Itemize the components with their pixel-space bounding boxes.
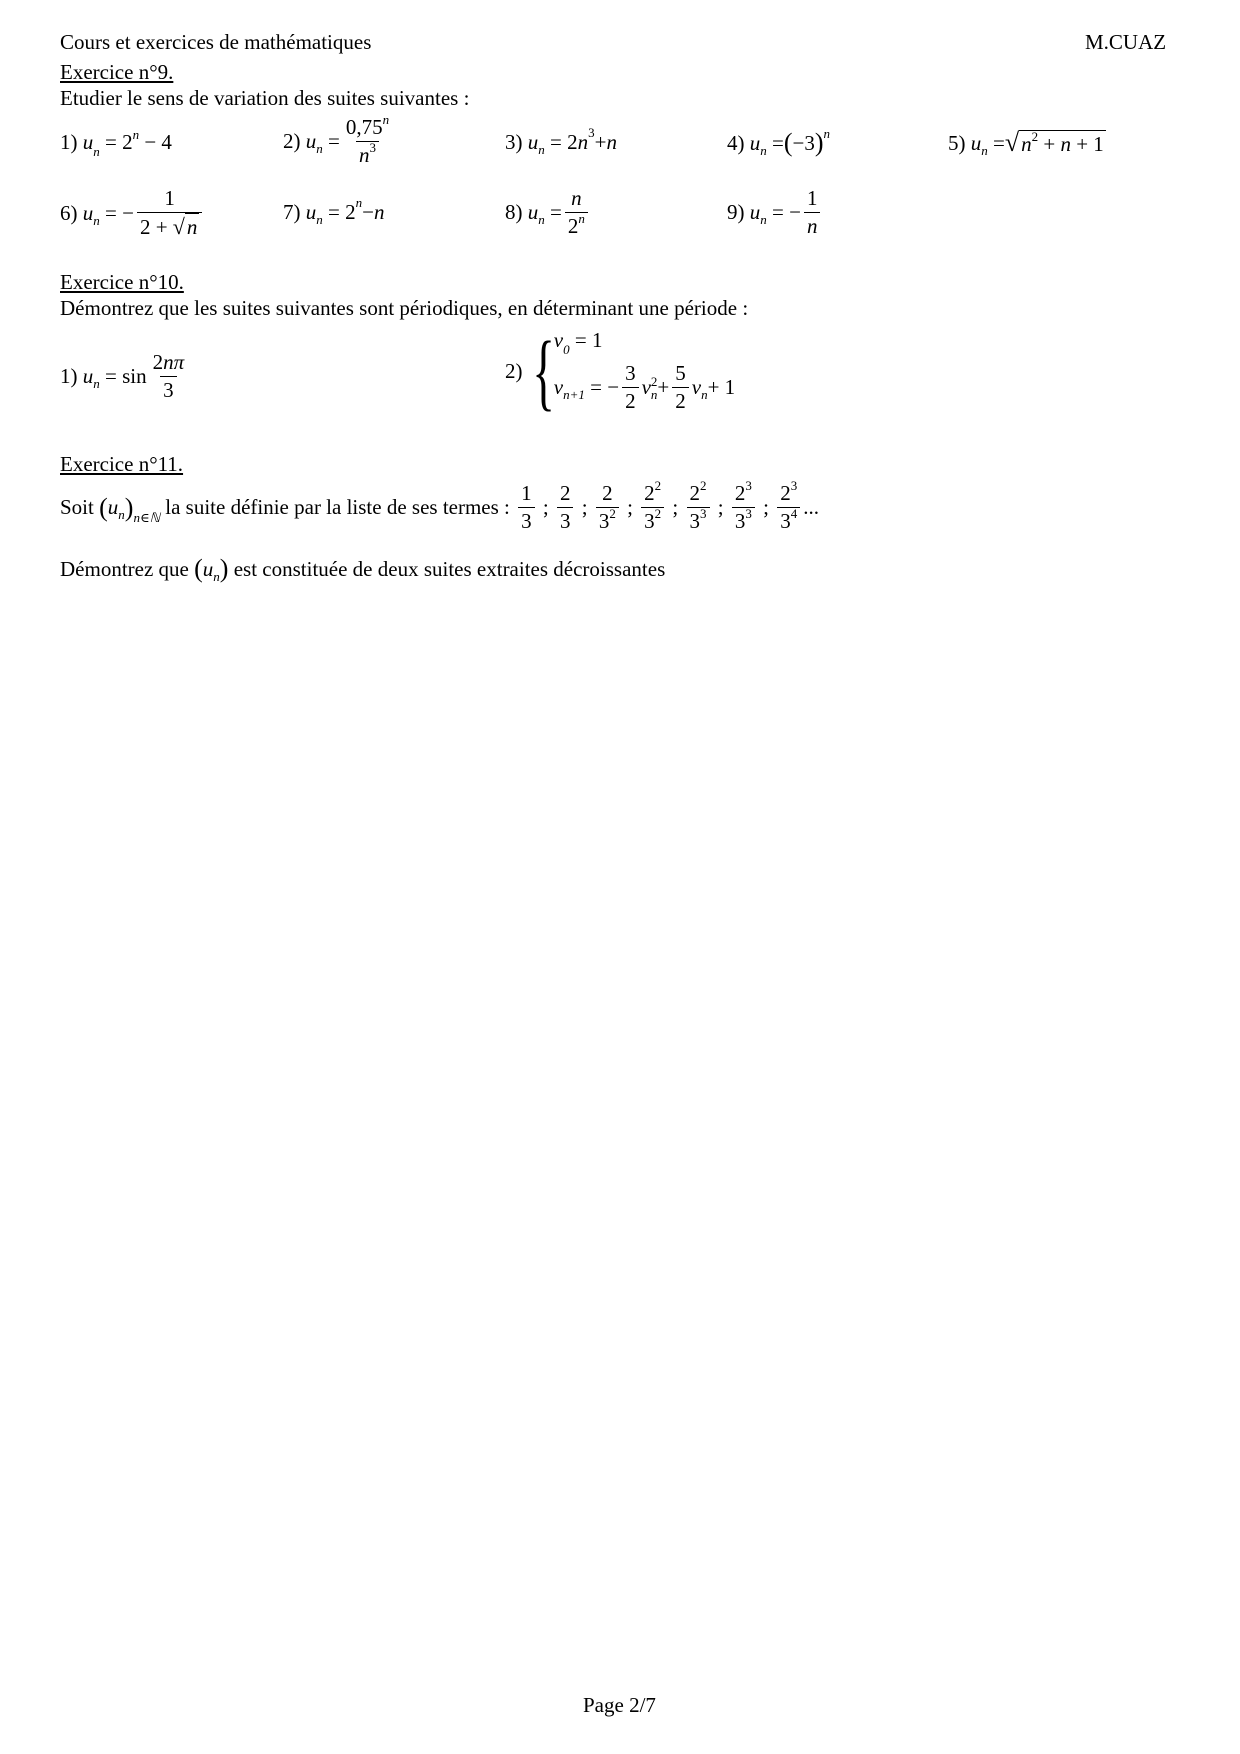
brace: { — [531, 323, 555, 419]
ex9-item-2: 2) u n = $\frac{0,75^n}{n^3}$ — [283, 117, 395, 166]
ex9-item-3: 3) u n = 2 n 3 + n — [505, 125, 617, 157]
item-label: 3) — [505, 130, 523, 154]
item-label: 9) — [727, 200, 745, 224]
item-label: 4) — [727, 130, 745, 155]
item-label: 8) — [505, 200, 523, 224]
ex9-item-7: 7) u n = 2 n − n — [283, 195, 385, 227]
item-label: 7) — [283, 200, 301, 224]
exercise-11-statement: Soit ( u n ) n∈ℕ la suite définie par la liste de ses termes : $\frac{1}{3}$ ; $\frac{2}{3}$ ; $\frac{2}{3^2}$ ; $\frac{2^2}{3^2}$ ; $\frac{2^2}{3^3}$ ; $\frac{2^3}{3^3}$ ; $\frac{2^3}{3^4}$ ... — [60, 478, 819, 533]
fraction: $\frac{2n\pi}{3}$ — [152, 350, 185, 402]
item-label: 6) — [60, 200, 78, 225]
ex9-item-1 — [60, 127, 172, 159]
ex9-item-4: 4) u n = ( −3 ) n — [727, 125, 831, 158]
ex10-item-1: 1) u n = sin $\frac{2n\pi}{3}$ — [60, 352, 190, 401]
item-label: 1) — [60, 364, 78, 388]
item-label: 5) — [948, 130, 966, 155]
exercise-11-title: Exercice n°11. — [60, 452, 184, 476]
item-label: 1) — [60, 130, 78, 154]
fraction: $\frac{1}{n}$ — [804, 188, 821, 237]
ex9-item-8: 8) u n = $\frac{n}{2^n}$ — [505, 188, 591, 237]
exercise-10-title: Exercice n°10. — [60, 270, 184, 294]
exercise-10-instruction: Démontrez que les suites suivantes sont périodiques, en déterminant une période : — [60, 296, 749, 320]
course-title: Cours et exercices de mathématiques — [60, 30, 372, 54]
exercise-11-conclusion: Démontrez que ( u n ) est constituée de deux suites extraites décroissantes — [60, 554, 666, 584]
formula: $u_n = 2^n - 4$ — [82, 127, 172, 159]
author-name: M.CUAZ — [1085, 30, 1167, 54]
ex9-item-6: 6) u n = − $\frac{1}{2 + √n}$ — [60, 188, 205, 238]
sqrt: $√n^2 + n + 1$ — [1004, 128, 1104, 157]
fraction: $\frac{0,75^n}{n^3}$ — [345, 112, 390, 167]
page-number: Page 2/7 — [583, 1693, 656, 1717]
ex10-item-2 — [505, 323, 736, 419]
fraction: $\frac{n}{2^n}$ — [565, 188, 588, 237]
item-label: 2) — [505, 358, 523, 383]
system: $v_0 = 1$ v n+1 = − $\frac{3}{2}$ v 2 n + $\frac{5}{2}$ v n + 1 — [553, 328, 736, 413]
item-label: 2) — [283, 129, 301, 153]
exercise-9-instruction: Etudier le sens de variation des suites suivantes : — [60, 86, 470, 110]
ex9-item-5: 5) u n = $√n^2 + n + 1$ — [948, 128, 1104, 158]
ex9-item-9: 9) u n = − $\frac{1}{n}$ — [727, 188, 823, 237]
fraction: $\frac{1}{2 + √n}$ — [137, 188, 202, 238]
exercise-9-title: Exercice n°9. — [60, 60, 174, 84]
